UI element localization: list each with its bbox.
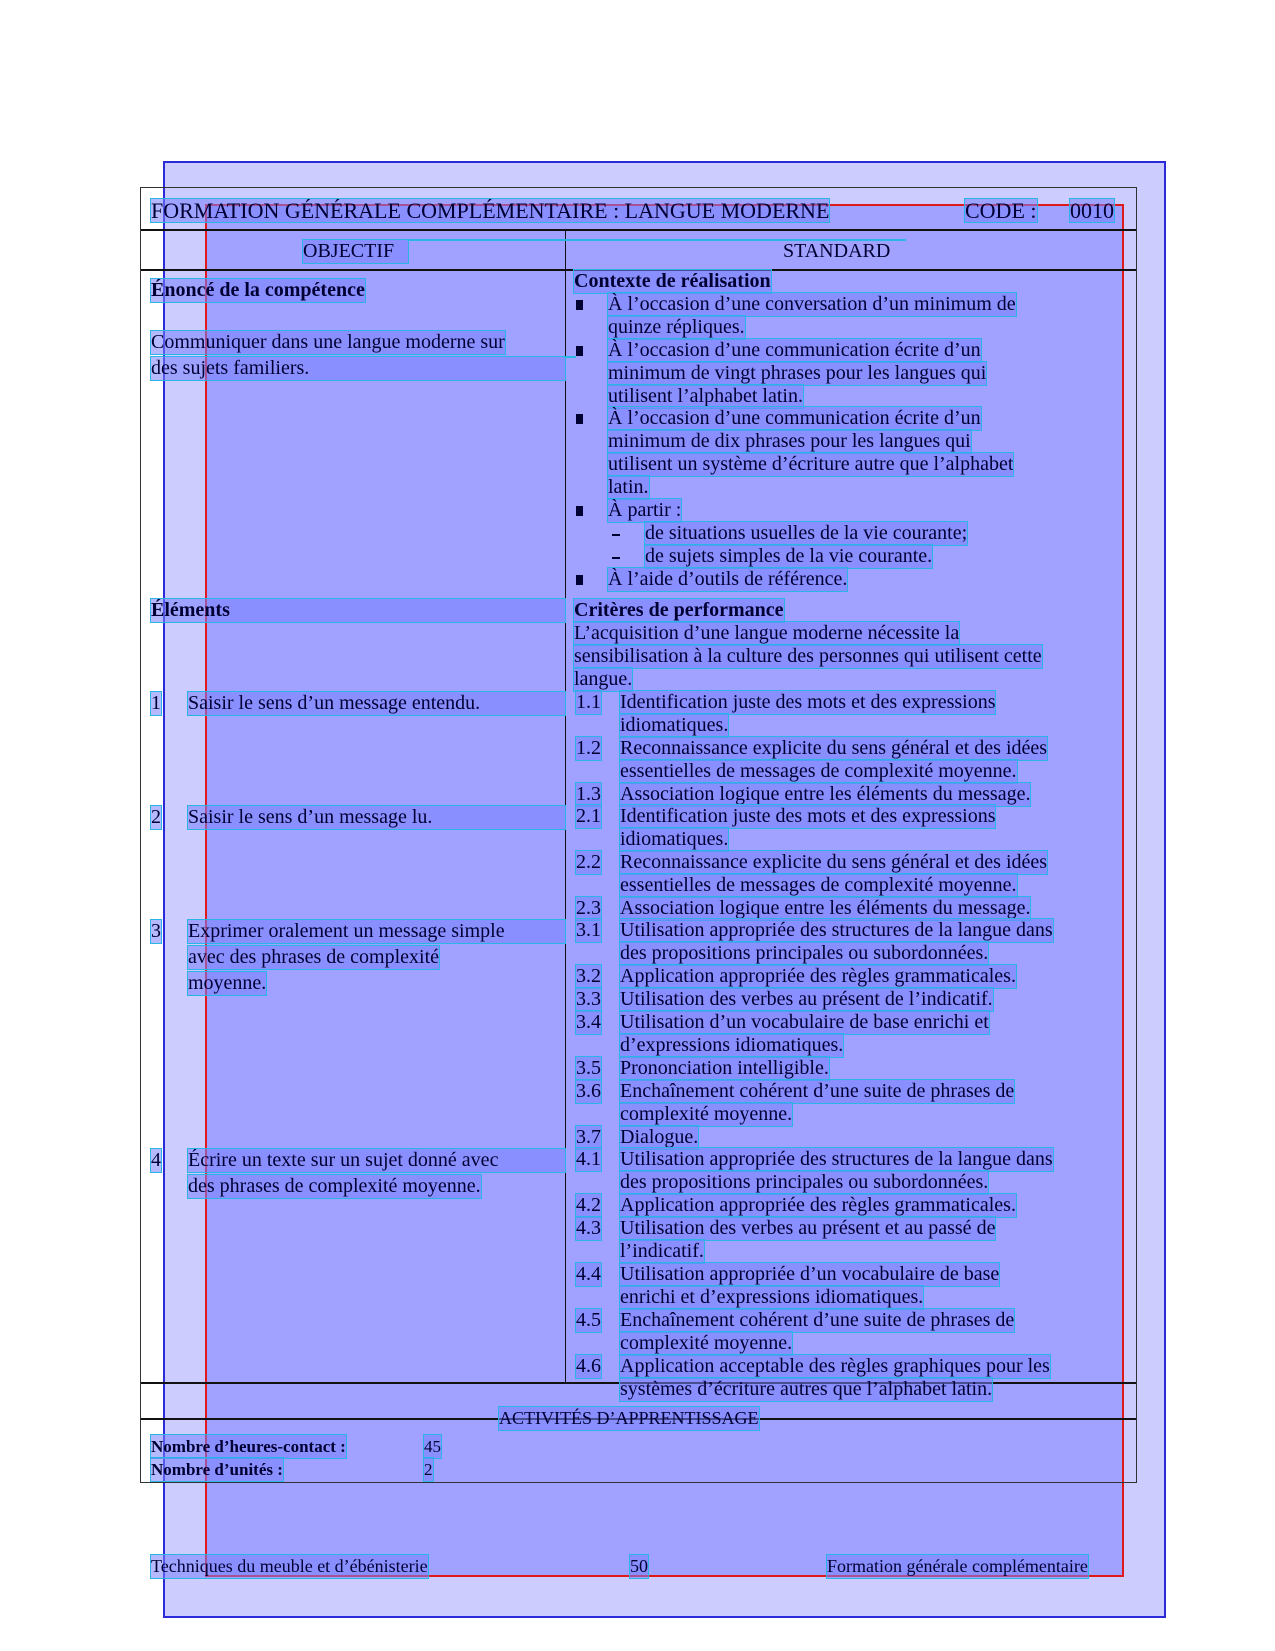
criteres-intro: sensibilisation à la culture des personnes qui utilisent cette bbox=[574, 645, 1042, 667]
criterion-line: complexité moyenne. bbox=[620, 1332, 793, 1354]
criteres-intro: langue. bbox=[574, 668, 633, 690]
heures-value: 45 bbox=[424, 1437, 441, 1456]
criterion-number: 1.2 bbox=[576, 737, 601, 759]
criterion-number: 3.3 bbox=[576, 988, 601, 1010]
column-objectif: OBJECTIF bbox=[303, 240, 408, 263]
criterion-line: Utilisation d’un vocabulaire de base enrichi et bbox=[620, 1011, 989, 1033]
contexte-line: de sujets simples de la vie courante. bbox=[645, 545, 933, 567]
criterion-number: 4.4 bbox=[576, 1263, 601, 1285]
element-number: 4 bbox=[151, 1149, 161, 1171]
element-line: avec des phrases de complexité bbox=[188, 946, 440, 968]
criterion-line: Utilisation des verbes au présent de l’indicatif. bbox=[620, 988, 993, 1010]
contexte-line: À l’occasion d’une communication écrite d’un bbox=[608, 339, 981, 361]
element-number: 3 bbox=[151, 920, 161, 942]
heures-label: Nombre d’heures-contact : bbox=[151, 1437, 346, 1456]
criterion-line: des propositions principales ou subordonnées. bbox=[620, 1171, 989, 1193]
criterion-line: Reconnaissance explicite du sens général et des idées bbox=[620, 851, 1048, 873]
column-standard: STANDARD bbox=[783, 240, 891, 262]
element-line: moyenne. bbox=[188, 972, 267, 994]
contexte-line: latin. bbox=[608, 476, 649, 498]
dash-icon bbox=[612, 534, 620, 536]
contexte-line: minimum de vingt phrases pour les langues qui bbox=[608, 362, 987, 384]
criterion-number: 2.1 bbox=[576, 805, 601, 827]
criterion-number: 3.7 bbox=[576, 1126, 601, 1148]
criterion-number: 4.6 bbox=[576, 1355, 601, 1377]
criterion-line: idiomatiques. bbox=[620, 828, 729, 850]
competence-line: Communiquer dans une langue moderne sur bbox=[151, 331, 505, 353]
contexte-heading: Contexte de réalisation bbox=[574, 270, 771, 292]
contexte-line: À partir : bbox=[608, 499, 682, 521]
criterion-line: essentielles de messages de complexité moyenne. bbox=[620, 874, 1017, 896]
criterion-line: Utilisation des verbes au présent et au passé de bbox=[620, 1217, 996, 1239]
bullet-icon bbox=[576, 346, 583, 356]
element-number: 2 bbox=[151, 806, 161, 828]
criterion-number: 3.2 bbox=[576, 965, 601, 987]
criterion-line: Utilisation appropriée d’un vocabulaire de base bbox=[620, 1263, 1000, 1285]
criterion-number: 4.5 bbox=[576, 1309, 601, 1331]
criteres-heading: Critères de performance bbox=[574, 599, 784, 621]
contexte-line: À l’occasion d’une communication écrite d’un bbox=[608, 407, 981, 429]
criterion-number: 3.6 bbox=[576, 1080, 601, 1102]
footer-right: Formation générale complémentaire bbox=[827, 1556, 1088, 1576]
rule-header bbox=[141, 229, 1136, 231]
competence-line: des sujets familiers. bbox=[151, 357, 565, 380]
footer-left: Techniques du meuble et d’ébénisterie bbox=[151, 1556, 428, 1576]
criterion-line: Identification juste des mots et des expressions bbox=[620, 805, 996, 827]
criterion-number: 4.2 bbox=[576, 1194, 601, 1216]
criterion-line: des propositions principales ou subordonnées. bbox=[620, 942, 989, 964]
element-line: Saisir le sens d’un message entendu. bbox=[188, 692, 565, 715]
criterion-number: 3.5 bbox=[576, 1057, 601, 1079]
criterion-line: systèmes d’écriture autres que l’alphabet latin. bbox=[620, 1378, 993, 1400]
contexte-line: À l’aide d’outils de référence. bbox=[608, 568, 848, 590]
contexte-line: À l’occasion d’une conversation d’un minimum de bbox=[608, 293, 1016, 315]
element-line: des phrases de complexité moyenne. bbox=[188, 1175, 481, 1197]
contexte-line: quinze répliques. bbox=[608, 316, 745, 338]
page-title: FORMATION GÉNÉRALE COMPLÉMENTAIRE : LANGUE MODERNE bbox=[151, 198, 830, 223]
code-label: CODE : bbox=[965, 198, 1037, 223]
criterion-line: Association logique entre les éléments du message. bbox=[620, 897, 1031, 919]
bullet-icon bbox=[576, 414, 583, 424]
criterion-line: Application appropriée des règles grammaticales. bbox=[620, 965, 1016, 987]
criterion-number: 2.2 bbox=[576, 851, 601, 873]
criteres-intro: L’acquisition d’une langue moderne nécessite la bbox=[574, 622, 960, 644]
element-line: Écrire un texte sur un sujet donné avec bbox=[188, 1149, 565, 1172]
criterion-number: 3.1 bbox=[576, 919, 601, 941]
element-number: 1 bbox=[151, 692, 161, 714]
criterion-number: 1.1 bbox=[576, 691, 601, 713]
criterion-line: Application appropriée des règles grammaticales. bbox=[620, 1194, 1016, 1216]
contexte-line: minimum de dix phrases pour les langues qui bbox=[608, 430, 971, 452]
criterion-line: Utilisation appropriée des structures de la langue dans bbox=[620, 1148, 1053, 1170]
criterion-line: Utilisation appropriée des structures de la langue dans bbox=[620, 919, 1053, 941]
unites-value: 2 bbox=[424, 1460, 433, 1479]
bullet-icon bbox=[576, 506, 583, 516]
criterion-line: enrichi et d’expressions idiomatiques. bbox=[620, 1286, 924, 1308]
criterion-number: 3.4 bbox=[576, 1011, 601, 1033]
criterion-number: 2.3 bbox=[576, 897, 601, 919]
elements-heading: Éléments bbox=[151, 599, 565, 622]
bullet-icon bbox=[576, 575, 583, 585]
criterion-number: 1.3 bbox=[576, 783, 601, 805]
dash-icon bbox=[612, 557, 620, 559]
criterion-number: 4.3 bbox=[576, 1217, 601, 1239]
element-line: Exprimer oralement un message simple bbox=[188, 920, 565, 943]
criterion-line: essentielles de messages de complexité moyenne. bbox=[620, 760, 1017, 782]
page-number: 50 bbox=[630, 1556, 648, 1576]
criterion-line: Enchaînement cohérent d’une suite de phrases de bbox=[620, 1080, 1015, 1102]
code-value: 0010 bbox=[1070, 198, 1114, 223]
criterion-number: 4.1 bbox=[576, 1148, 601, 1170]
column-divider bbox=[565, 230, 566, 1382]
criterion-line: Reconnaissance explicite du sens général et des idées bbox=[620, 737, 1048, 759]
element-line: Saisir le sens d’un message lu. bbox=[188, 806, 565, 829]
criterion-line: d’expressions idiomatiques. bbox=[620, 1034, 844, 1056]
criterion-line: Identification juste des mots et des expressions bbox=[620, 691, 996, 713]
criterion-line: l’indicatif. bbox=[620, 1240, 704, 1262]
contexte-line: utilisent un système d’écriture autre que l’alphabet bbox=[608, 453, 1014, 475]
contexte-line: de situations usuelles de la vie courante; bbox=[645, 522, 968, 544]
criterion-line: Dialogue. bbox=[620, 1126, 699, 1148]
contexte-line: utilisent l’alphabet latin. bbox=[608, 385, 803, 407]
criterion-line: Prononciation intelligible. bbox=[620, 1057, 829, 1079]
bullet-icon bbox=[576, 300, 583, 310]
unites-label: Nombre d’unités : bbox=[151, 1460, 283, 1479]
criterion-line: Association logique entre les éléments du message. bbox=[620, 783, 1031, 805]
criterion-line: idiomatiques. bbox=[620, 714, 729, 736]
criterion-line: Application acceptable des règles graphiques pour les bbox=[620, 1355, 1050, 1377]
competence-heading: Énoncé de la compétence bbox=[151, 279, 365, 301]
activites-heading: ACTIVITÉS D’APPRENTISSAGE bbox=[499, 1408, 759, 1428]
criterion-line: complexité moyenne. bbox=[620, 1103, 793, 1125]
criterion-line: Enchaînement cohérent d’une suite de phrases de bbox=[620, 1309, 1015, 1331]
